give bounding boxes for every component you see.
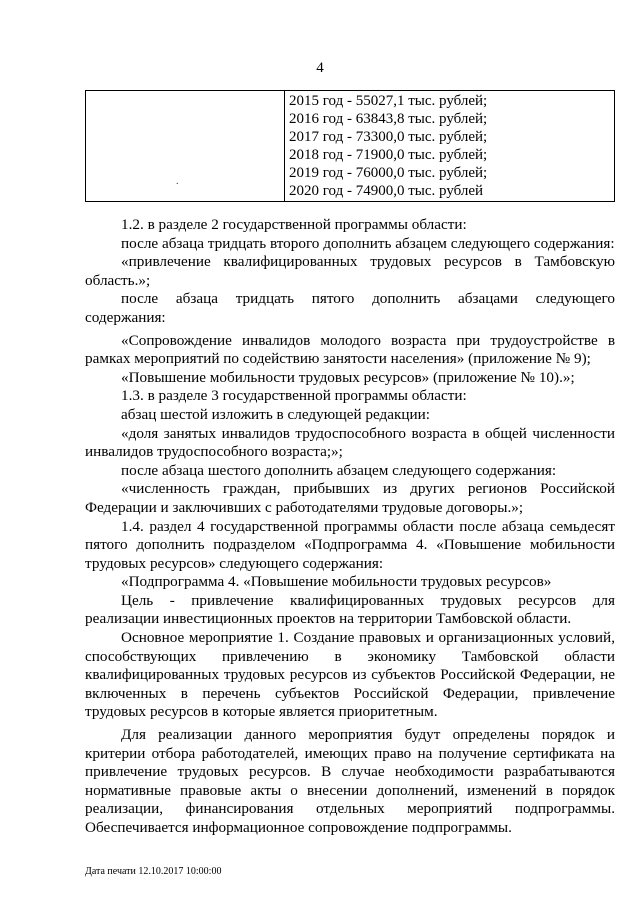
paragraph: после абзаца тридцать второго дополнить абзацем следующего содержания: [121, 234, 615, 252]
budget-line: 2017 год - 73300,0 тыс. рублей; [289, 129, 488, 145]
paragraph: Для реализации данного мероприятия будут определены порядок и критерии отбора работодателей, имеющих право на получение сертификата на привлечение трудовых ресурсов. В случае необходимости разрабатываются нормативные правовые акты о внесении дополнений, изменений в порядок реализации, финансирования отдельных мероприятий подпрограммы. Обеспечивается информационное сопровождение подпрограммы. [85, 726, 615, 836]
page-number: 4 [316, 60, 324, 76]
budget-line: 2018 год - 71900,0 тыс. рублей; [289, 147, 488, 163]
paragraph: «Повышение мобильности трудовых ресурсов» (приложение № 10).»; [121, 368, 575, 386]
paragraph: 1.3. в разделе 3 государственной программы области: [121, 387, 467, 405]
budget-table [85, 90, 615, 202]
print-date: Дата печати 12.10.2017 10:00:00 [85, 866, 222, 877]
paragraph: Основное мероприятие 1. Создание правовых и организационных условий, способствующих привлечению в экономику Тамбовской области квалифицированных трудовых ресурсов из субъектов Российской Федерации, не включенных в перечень субъектов Российской Федерации, привлечение трудовых ресурсов в которые является приоритетным. [85, 629, 615, 721]
document-body [85, 216, 615, 838]
paragraph: «доля занятых инвалидов трудоспособного возраста в общей численности инвалидов трудоспособного возраста;»; [85, 424, 615, 461]
paragraph: Цель - привлечение квалифицированных трудовых ресурсов для реализации инвестиционных проектов на территории Тамбовской области. [85, 591, 615, 628]
paragraph: 1.4. раздел 4 государственной программы области после абзаца семьдесят пятого дополнить подразделом «Подпрограмма 4. «Повышение мобильности трудовых ресурсов» следующего содержания: [85, 517, 615, 572]
paragraph: после абзаца тридцать пятого дополнить абзацами следующего содержания: [85, 290, 615, 326]
paragraph: «Подпрограмма 4. «Повышение мобильности трудовых ресурсов» [121, 573, 552, 591]
stray-mark: . [176, 176, 179, 187]
budget-line: 2020 год - 74900,0 тыс. рублей [289, 183, 484, 199]
paragraph: после абзаца шестого дополнить абзацем следующего содержания: [121, 461, 557, 479]
budget-table-left-cell [86, 91, 285, 202]
budget-line: 2016 год - 63843,8 тыс. рублей; [289, 111, 488, 127]
paragraph: «численность граждан, прибывших из других регионов Российской Федерации и заключивших с работодателями трудовые договоры.»; [85, 480, 615, 516]
paragraph: «Сопровождение инвалидов молодого возраста при трудоустройстве в рамках мероприятий по содействию занятости населения» (приложение № 9); [85, 331, 615, 368]
budget-line: 2015 год - 55027,1 тыс. рублей; [289, 93, 488, 109]
paragraph: 1.2. в разделе 2 государственной программы области: [121, 216, 467, 233]
paragraph: «привлечение квалифицированных трудовых ресурсов в Тамбовскую область.»; [85, 253, 615, 289]
budget-line: 2019 год - 76000,0 тыс. рублей; [289, 165, 488, 181]
paragraph: абзац шестой изложить в следующей редакции: [121, 405, 430, 423]
budget-table-right-cell [285, 91, 615, 202]
